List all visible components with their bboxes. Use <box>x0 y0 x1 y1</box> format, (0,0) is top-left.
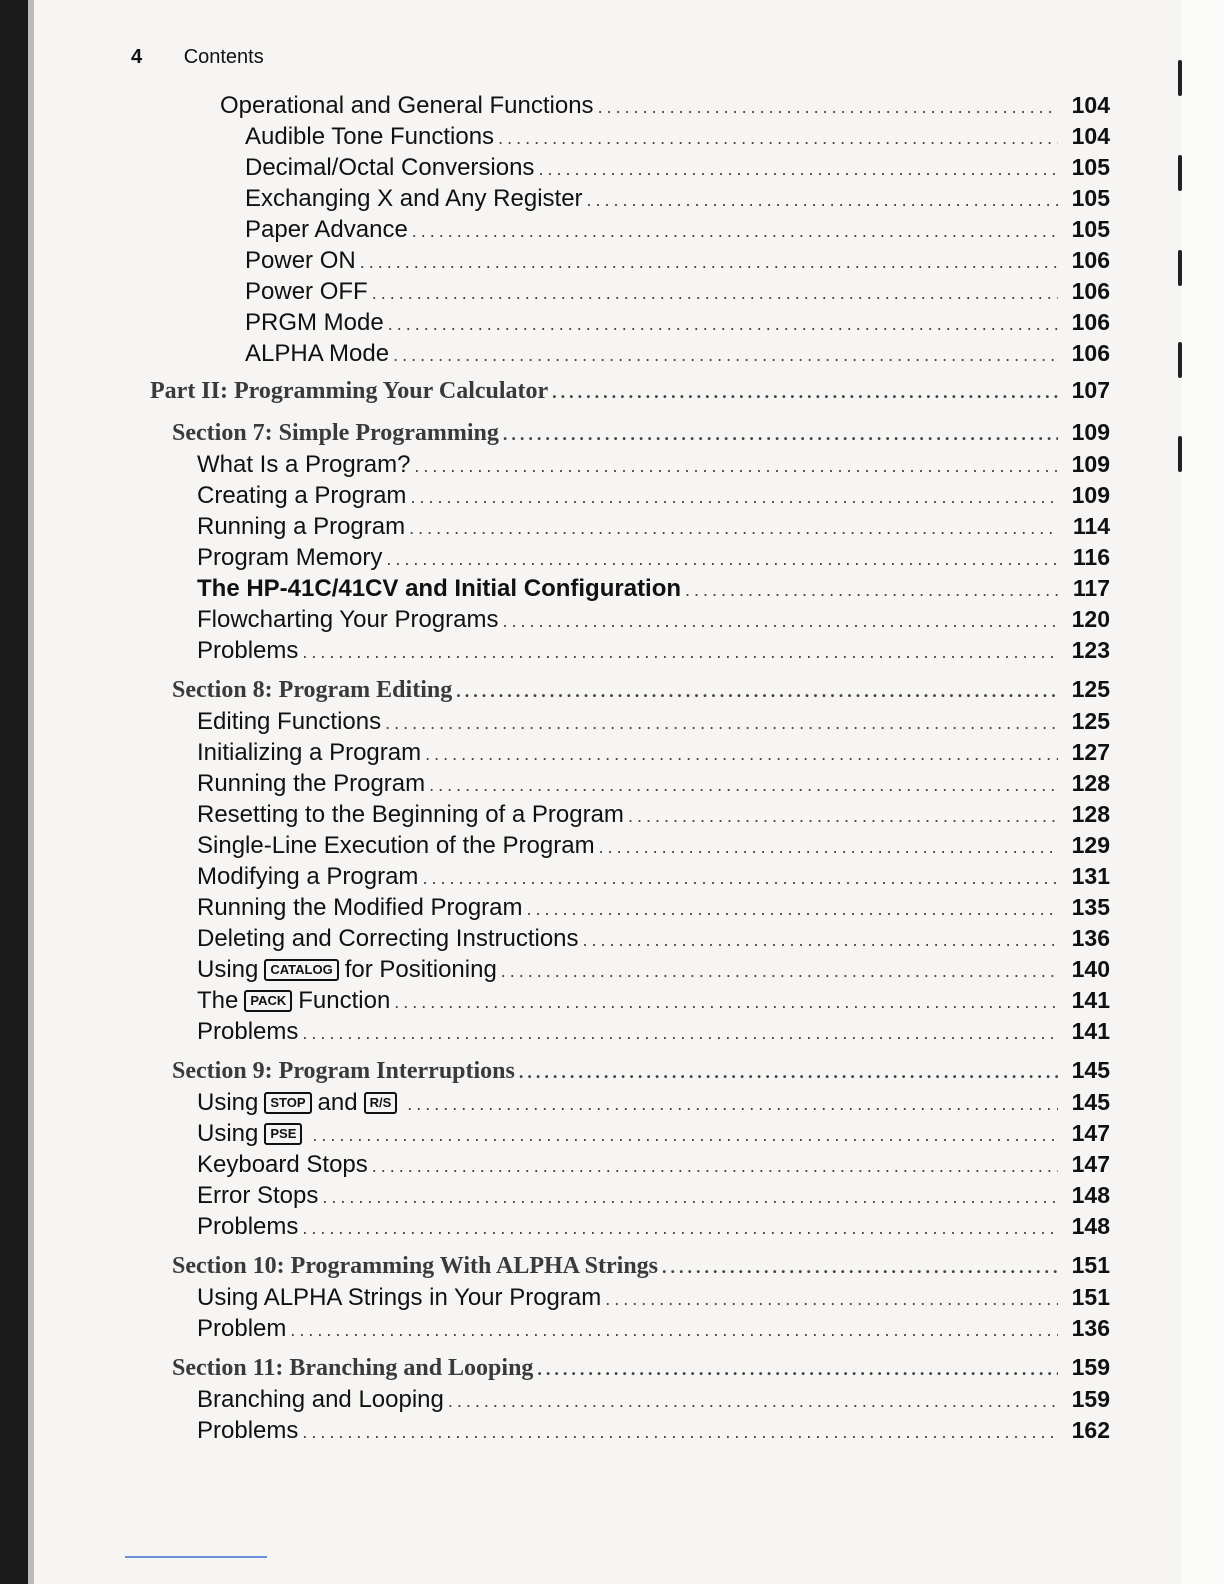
page-ref: 147 <box>1071 1151 1110 1177</box>
page-ref: 106 <box>1071 309 1110 335</box>
page-ref: 105 <box>1071 154 1110 180</box>
page-number: 4 <box>131 46 143 68</box>
page-ref: 135 <box>1071 894 1110 920</box>
page-ref: 151 <box>1071 1252 1110 1278</box>
toc-entry[interactable]: PRGM Mode ..... 106 <box>150 309 1110 340</box>
toc-section-9[interactable]: Section 9: Program Interruptions ..... 145 <box>150 1049 1110 1089</box>
page-ref: 117 <box>1072 575 1110 601</box>
page-ref: 120 <box>1071 606 1110 632</box>
toc-entry[interactable]: Decimal/Octal Conversions ..... 105 <box>150 154 1110 185</box>
toc-entry-operational[interactable]: Operational and General Functions ..... 104 <box>150 92 1110 123</box>
page-ref: 109 <box>1071 482 1110 508</box>
toc-entry[interactable]: Using PSE ..... 147 <box>150 1120 1110 1151</box>
toc-entry[interactable]: Using ALPHA Strings in Your Program ..... 151 <box>150 1284 1110 1315</box>
toc-entry[interactable]: Power ON ..... 106 <box>150 247 1110 278</box>
toc-section-7[interactable]: Section 7: Simple Programming ..... 109 <box>150 411 1110 451</box>
stop-key-icon: STOP <box>264 1092 311 1114</box>
toc-entry[interactable]: Using CATALOG for Positioning ..... 140 <box>150 956 1110 987</box>
toc-section-8[interactable]: Section 8: Program Editing ..... 125 <box>150 668 1110 708</box>
toc-entry[interactable]: Error Stops ..... 148 <box>150 1182 1110 1213</box>
toc-entry[interactable]: Problems ..... 141 <box>150 1018 1110 1049</box>
page-ref: 105 <box>1071 216 1110 242</box>
page-ref: 148 <box>1071 1182 1110 1208</box>
toc-entry[interactable]: Modifying a Program ..... 131 <box>150 863 1110 894</box>
toc-entry[interactable]: Running the Program ..... 128 <box>150 770 1110 801</box>
table-of-contents <box>150 92 1110 1448</box>
toc-entry[interactable]: Problem ..... 136 <box>150 1315 1110 1346</box>
page-ref: 123 <box>1071 637 1110 663</box>
page-ref: 145 <box>1071 1057 1110 1083</box>
page-ref: 131 <box>1071 863 1110 889</box>
page-ref: 127 <box>1071 739 1110 765</box>
toc-entry[interactable]: Problems ..... 162 <box>150 1417 1110 1448</box>
page-ref: 159 <box>1071 1354 1110 1380</box>
toc-entry[interactable]: Creating a Program ..... 109 <box>150 482 1110 513</box>
scan-binding-marks <box>1178 0 1184 1584</box>
toc-entry[interactable]: The PACK Function ..... 141 <box>150 987 1110 1018</box>
pse-key-icon: PSE <box>264 1123 302 1145</box>
page-ref: 148 <box>1071 1213 1110 1239</box>
page-ref: 109 <box>1071 419 1110 445</box>
page-ref: 141 <box>1071 987 1110 1013</box>
page-ref: 114 <box>1072 513 1110 539</box>
toc-entry[interactable]: What Is a Program? ..... 109 <box>150 451 1110 482</box>
scan-underline-mark <box>125 1556 267 1558</box>
toc-entry[interactable]: Resetting to the Beginning of a Program ..... 128 <box>150 801 1110 832</box>
toc-entry[interactable]: Keyboard Stops ..... 147 <box>150 1151 1110 1182</box>
toc-entry[interactable]: Single-Line Execution of the Program ..... 129 <box>150 832 1110 863</box>
scan-left-edge <box>0 0 28 1584</box>
toc-entry[interactable]: Running the Modified Program ..... 135 <box>150 894 1110 925</box>
toc-entry[interactable]: Problems ..... 123 <box>150 637 1110 668</box>
page-ref: 147 <box>1071 1120 1110 1146</box>
page-ref: 106 <box>1071 278 1110 304</box>
toc-entry[interactable]: Deleting and Correcting Instructions ..... 136 <box>150 925 1110 956</box>
page-ref: 125 <box>1071 708 1110 734</box>
page-ref: 159 <box>1071 1386 1110 1412</box>
page-ref: 162 <box>1071 1417 1110 1443</box>
toc-entry[interactable]: Problems ..... 148 <box>150 1213 1110 1244</box>
page-ref: 107 <box>1071 377 1110 403</box>
toc-entry[interactable]: Branching and Looping ..... 159 <box>150 1386 1110 1417</box>
toc-entry[interactable]: Initializing a Program ..... 127 <box>150 739 1110 770</box>
page-ref: 136 <box>1071 1315 1110 1341</box>
catalog-key-icon: CATALOG <box>264 959 338 981</box>
toc-part-2[interactable]: Part II: Programming Your Calculator ..... 107 <box>150 371 1110 411</box>
page-ref: 116 <box>1072 544 1110 570</box>
scan-right-edge <box>1182 0 1224 1584</box>
toc-entry[interactable]: Editing Functions ..... 125 <box>150 708 1110 739</box>
toc-entry[interactable]: Audible Tone Functions ..... 104 <box>150 123 1110 154</box>
toc-entry[interactable]: Paper Advance ..... 105 <box>150 216 1110 247</box>
scan-left-shadow <box>28 0 34 1584</box>
page-ref: 128 <box>1071 770 1110 796</box>
page-ref: 106 <box>1071 247 1110 273</box>
toc-section-11[interactable]: Section 11: Branching and Looping ..... 159 <box>150 1346 1110 1386</box>
page-ref: 141 <box>1071 1018 1110 1044</box>
run-stop-key-icon: R/S <box>364 1092 398 1114</box>
toc-entry[interactable]: ALPHA Mode ..... 106 <box>150 340 1110 371</box>
page-ref: 104 <box>1071 123 1110 149</box>
page-header <box>131 46 264 69</box>
page-title: Contents <box>183 46 264 68</box>
toc-entry[interactable]: Program Memory ..... 116 <box>150 544 1110 575</box>
pack-key-icon: PACK <box>244 990 292 1012</box>
page-ref: 136 <box>1071 925 1110 951</box>
toc-entry[interactable]: Using STOP and R/S ..... 145 <box>150 1089 1110 1120</box>
toc-entry[interactable]: Flowcharting Your Programs ..... 120 <box>150 606 1110 637</box>
page-ref: 129 <box>1071 832 1110 858</box>
toc-entry[interactable]: Exchanging X and Any Register ..... 105 <box>150 185 1110 216</box>
page-ref: 104 <box>1071 92 1110 118</box>
page-ref: 109 <box>1071 451 1110 477</box>
page-ref: 128 <box>1071 801 1110 827</box>
page-ref: 106 <box>1071 340 1110 366</box>
page-ref: 145 <box>1071 1089 1110 1115</box>
toc-section-10[interactable]: Section 10: Programming With ALPHA Strings ..... 151 <box>150 1244 1110 1284</box>
toc-entry[interactable]: Running a Program ..... 114 <box>150 513 1110 544</box>
toc-entry[interactable]: The HP-41C/41CV and Initial Configuration ..... 117 <box>150 575 1110 606</box>
toc-entry[interactable]: Power OFF ..... 106 <box>150 278 1110 309</box>
page-ref: 105 <box>1071 185 1110 211</box>
page-ref: 151 <box>1071 1284 1110 1310</box>
page-ref: 125 <box>1071 676 1110 702</box>
page-ref: 140 <box>1071 956 1110 982</box>
